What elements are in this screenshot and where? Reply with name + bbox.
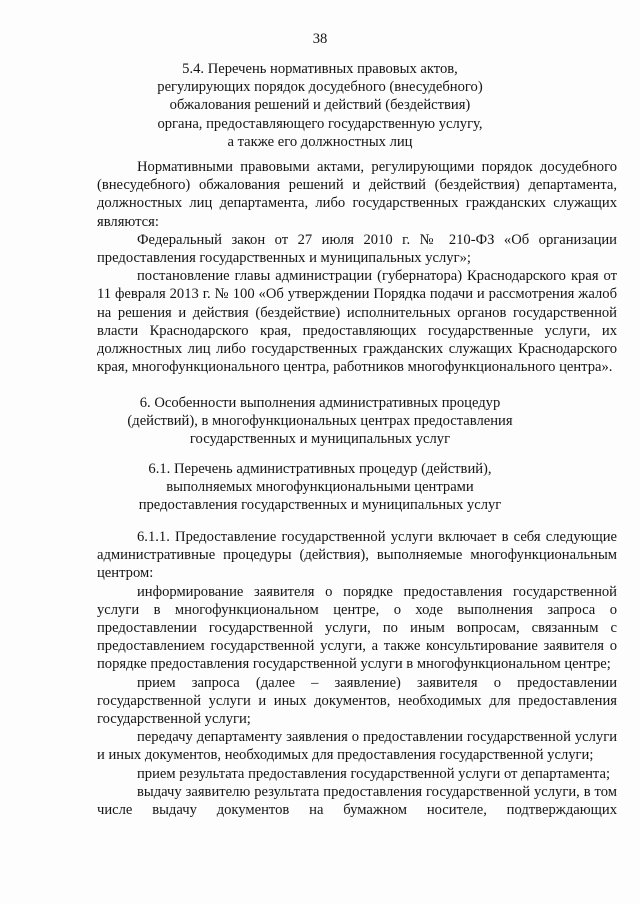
heading-line: 5.4. Перечень нормативных правовых актов, xyxy=(182,61,458,77)
heading-line: регулирующих порядок досудебного (внесудебного) xyxy=(157,79,483,96)
heading-line: (действий), в многофункциональных центрах предоставления xyxy=(127,413,513,430)
heading-line: а также его должностных лиц xyxy=(227,133,413,150)
section-6-1-body xyxy=(97,528,617,819)
heading-line: выполняемых многофункциональными центрами xyxy=(166,479,474,496)
section-5-4-body xyxy=(97,158,617,376)
heading-line: обжалования решений и действий (бездействия) xyxy=(169,97,471,114)
paragraph: Нормативными правовыми актами, регулирующими порядок досудебного (внесудебного) обжалования решений и действий (бездействия) департамента, должностных лиц департамента, либо государственных гражданских служащих являются: xyxy=(97,159,617,230)
paragraph: 6.1.1. Предоставление государственной услуги включает в себя следующие административные процедуры (действия), выполняемые многофункциональным центром: xyxy=(97,529,617,582)
paragraph: прием результата предоставления государственной услуги от департамента; xyxy=(137,765,611,782)
paragraph: постановление главы администрации (губернатора) Краснодарского края от 11 февраля 2013 г. № 100 «Об утверждении Порядка подачи и рассмотрения жалоб на решения и действия (бездействие) исполнительных органов государственной власти Краснодарского края, предоставляющих государственные услуги, их должностных лиц либо государственных гражданских служащих Краснодарского края, многофункционального центра, работников многофункционального центра». xyxy=(97,268,617,376)
heading-line: 6. Особенности выполнения административных процедур xyxy=(139,395,501,411)
paragraph: выдачу заявителю результата предоставления государственной услуги, в том числе выдачу документов на бумажном носителе, подтверждающих xyxy=(97,783,617,819)
paragraph: передачу департаменту заявления о предоставлении государственной услуги и иных документов, необходимых для предоставления государственной услуги; xyxy=(97,729,617,764)
heading-line: 6.1. Перечень административных процедур (действий), xyxy=(148,461,492,477)
paragraph: информирование заявителя о порядке предоставления государственной услуги в многофункциональном центре, о ходе выполнения запроса о предоставлении государственной услуги, по иным вопросам, связанным с предоставлением государственной услуги, а также консультирование заявителя о порядке предоставления государственной услуги в многофункциональном центре; xyxy=(97,583,617,673)
paragraph: Федеральный закон от 27 июля 2010 г. № 210-ФЗ «Об организации предоставления государственных и муниципальных услуг»; xyxy=(97,231,617,267)
heading-line: государственных и муниципальных услуг xyxy=(189,431,451,448)
paragraph: прием запроса (далее – заявление) заявителя о предоставлении государственной услуги и иных документов, необходимых для предоставления государственной услуги; xyxy=(97,674,617,728)
page-number: 38 xyxy=(312,31,328,47)
section-6-heading xyxy=(60,394,580,449)
heading-line: предоставления государственных и муниципальных услуг xyxy=(138,497,502,514)
heading-line: органа, предоставляющего государственную услугу, xyxy=(157,115,483,132)
section-5-4-heading xyxy=(60,60,580,151)
section-6-1-heading xyxy=(60,460,580,515)
